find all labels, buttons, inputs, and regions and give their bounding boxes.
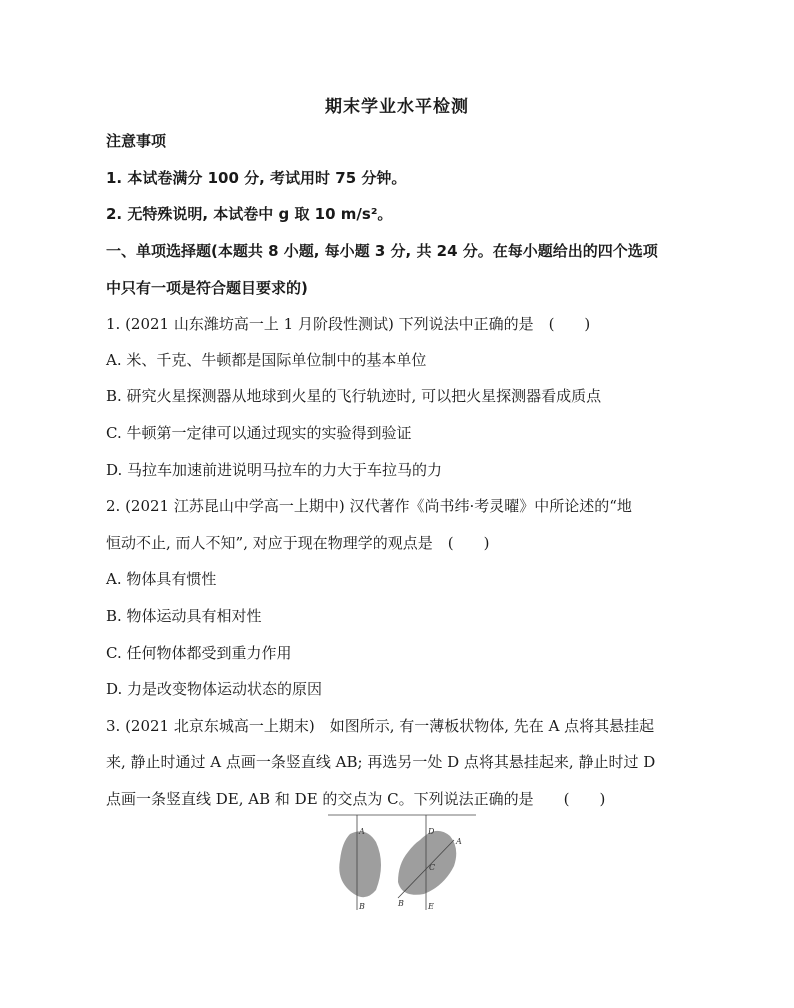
question-3-stem-line-1: 3. (2021 北京东城高一上期末) 如图所示, 有一薄板状物体, 先在 A 点将其悬挂起 [106, 717, 655, 735]
plate-left [339, 831, 381, 897]
label-d-right: D [428, 827, 435, 836]
question-3-stem-line-3: 点画一条竖直线 DE, AB 和 DE 的交点为 C。下列说法正确的是 ( ) [106, 790, 606, 808]
question-2-stem-line-2: 恒动不止, 而人不知”, 对应于现在物理学的观点是 ( ) [106, 534, 490, 552]
question-1-option-b: B. 研究火星探测器从地球到火星的飞行轨迹时, 可以把火星探测器看成质点 [106, 387, 602, 405]
section-heading-line-1: 一、单项选择题(本题共 8 小题, 每小题 3 分, 共 24 分。在每小题给出的四个选项 [106, 242, 658, 260]
question-2-option-d: D. 力是改变物体运动状态的原因 [106, 680, 323, 698]
page-title: 期末学业水平检测 [325, 97, 469, 117]
notice-heading: 注意事项 [106, 132, 167, 150]
label-b-left: B [359, 902, 365, 911]
question-1-option-c: C. 牛顿第一定律可以通过现实的实验得到验证 [106, 424, 412, 442]
question-2-option-a: A. 物体具有惯性 [106, 570, 217, 588]
label-a-right: A [456, 837, 462, 846]
notice-item-2: 2. 无特殊说明, 本试卷中 g 取 10 m/s²。 [106, 205, 393, 223]
label-b-right: B [398, 899, 404, 908]
plate-right [398, 831, 456, 895]
question-1-option-d: D. 马拉车加速前进说明马拉车的力大于车拉马的力 [106, 461, 443, 479]
label-c-right: C [429, 863, 436, 872]
notice-item-1: 1. 本试卷满分 100 分, 考试用时 75 分钟。 [106, 169, 407, 187]
question-1-option-a: A. 米、千克、牛顿都是国际单位制中的基本单位 [106, 351, 427, 369]
suspension-figure [328, 812, 476, 912]
question-2-stem-line-1: 2. (2021 江苏昆山中学高一上期中) 汉代著作《尚书纬·考灵曜》中所论述的“地 [106, 497, 632, 515]
label-a-left: A [359, 827, 365, 836]
question-2-option-c: C. 任何物体都受到重力作用 [106, 644, 292, 662]
label-e-right: E [428, 902, 434, 911]
question-3-stem-line-2: 来, 静止时通过 A 点画一条竖直线 AB; 再选另一处 D 点将其悬挂起来, 静止时过 D [106, 753, 656, 771]
question-2-option-b: B. 物体运动具有相对性 [106, 607, 262, 625]
section-heading-line-2: 中只有一项是符合题目要求的) [106, 279, 308, 297]
question-1-stem: 1. (2021 山东潍坊高一上 1 月阶段性测试) 下列说法中正确的是 ( ) [106, 315, 591, 333]
